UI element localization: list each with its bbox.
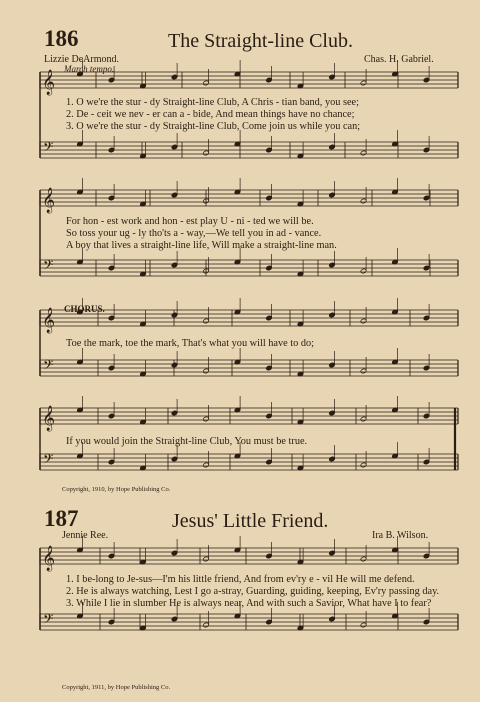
composer-credit: Chas. H. Gabriel.: [364, 54, 434, 65]
bass-clef-icon: 𝄢: [43, 139, 54, 158]
lyricist-credit: Jennie Ree.: [62, 530, 109, 541]
treble-clef-icon: 𝄞: [42, 546, 56, 571]
chorus-label: CHORUS.: [64, 304, 105, 314]
verse-line: 1. O we're the stur - dy Straight-line Club, A Chris - tian band, you see;: [66, 97, 359, 108]
bass-clef-icon: 𝄢: [43, 357, 54, 376]
bass-clef-icon: 𝄢: [43, 257, 54, 276]
verse-line: 3. O we're the stur - dy Straight-line Club, Come join us while you can;: [66, 121, 361, 132]
hymn-title: The Straight-line Club.: [168, 30, 353, 52]
treble-clef-icon: 𝄞: [42, 308, 56, 333]
verse-line: 1. I be-long to Je-sus—I'm his little friend, And from ev'ry e - vil He will me defend.: [66, 574, 415, 585]
tempo-marking: March tempo.: [64, 64, 115, 74]
lyric-line: So toss your ug - ly tho'ts a - way,—We tell you in ad - vance.: [66, 228, 322, 239]
copyright-notice: Copyright, 1911, by Hope Publishing Co.: [62, 684, 171, 691]
composer-credit: Ira B. Wilson.: [372, 530, 429, 541]
hymn-number: 186: [44, 26, 79, 51]
verse-line: 2. He is always watching, Lest I go a-stray, Guarding, guiding, keeping, Ev'ry passing day.: [66, 586, 440, 597]
chorus-lyric-line: Toe the mark, toe the mark, That's what you will have to do;: [66, 338, 315, 349]
lyricist-credit: Lizzie DeArmond.: [44, 54, 119, 65]
chorus-lyric-line: If you would join the Straight-line Club, You must be true.: [66, 436, 308, 447]
treble-clef-icon: 𝄞: [42, 188, 56, 213]
verse-line: 3. While I lie in slumber He is always near, And with such a Savior, What have I to fear?: [66, 598, 432, 609]
lyric-line: A boy that lives a straight-line life, Will make a straight-line man.: [66, 240, 337, 251]
bass-clef-icon: 𝄢: [43, 611, 54, 630]
treble-clef-icon: 𝄞: [42, 70, 56, 95]
hymn-title: Jesus' Little Friend.: [172, 510, 329, 532]
verse-line: 2. De - ceit we nev - er can a - bide, And mean things have no chance;: [66, 109, 355, 120]
lyric-line: For hon - est work and hon - est play U - ni - ted we will be.: [66, 216, 314, 227]
treble-clef-icon: 𝄞: [42, 406, 56, 431]
hymn-number: 187: [44, 506, 79, 531]
bass-clef-icon: 𝄢: [43, 451, 54, 470]
copyright-notice: Copyright, 1910, by Hope Publishing Co.: [62, 486, 171, 493]
